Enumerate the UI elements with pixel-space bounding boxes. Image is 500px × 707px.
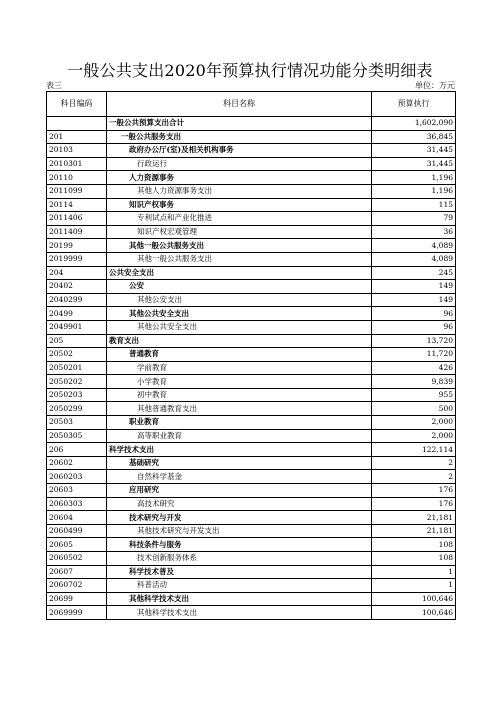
cell-amount: 108	[372, 552, 456, 566]
cell-name: 一般公共服务支出	[107, 130, 372, 144]
table-row	[47, 592, 456, 606]
table-row	[47, 293, 456, 307]
cell-name: 人力资源事务	[107, 171, 372, 185]
cell-name: 科学技术普及	[107, 565, 372, 579]
cell-amount: 122,114	[372, 443, 456, 457]
cell-code: 20110	[47, 171, 107, 185]
cell-code: 2011099	[47, 184, 107, 198]
cell-name: 其他技术研究与开发支出	[107, 524, 372, 538]
table-row	[47, 470, 456, 484]
table-row	[47, 429, 456, 443]
cell-name: 应用研究	[107, 484, 372, 498]
cell-code: 20602	[47, 456, 107, 470]
table-row	[47, 456, 456, 470]
table-row	[47, 212, 456, 226]
cell-code: 20502	[47, 348, 107, 362]
cell-name: 其他公共安全支出	[107, 307, 372, 321]
cell-code: 20402	[47, 280, 107, 294]
cell-name: 其他公共安全支出	[107, 320, 372, 334]
cell-name: 其他科学技术支出	[107, 606, 372, 620]
cell-code: 20604	[47, 511, 107, 525]
table-row	[47, 130, 456, 144]
table-meta	[46, 80, 455, 91]
cell-name: 政府办公厅(室)及相关机构事务	[107, 144, 372, 158]
header-code: 科目编码	[47, 92, 107, 117]
table-row	[47, 524, 456, 538]
cell-name: 技术研究与开发	[107, 511, 372, 525]
cell-amount: 176	[372, 484, 456, 498]
cell-code: 20499	[47, 307, 107, 321]
cell-name: 其他科学技术支出	[107, 592, 372, 606]
unit-label: 单位：万元	[415, 81, 455, 90]
cell-code: 2060502	[47, 552, 107, 566]
table-header-row	[47, 92, 456, 117]
page-title: 一般公共支出2020年预算执行情况功能分类明细表	[67, 61, 433, 80]
cell-code: 2060303	[47, 497, 107, 511]
cell-amount: 955	[372, 388, 456, 402]
table-row	[47, 348, 456, 362]
cell-amount: 21,181	[372, 511, 456, 525]
cell-amount: 31,445	[372, 157, 456, 171]
table-row	[47, 198, 456, 212]
table-row	[47, 375, 456, 389]
cell-amount: 1	[372, 579, 456, 593]
cell-name: 其他公安支出	[107, 293, 372, 307]
cell-amount: 2	[372, 470, 456, 484]
table-row	[47, 552, 456, 566]
cell-amount: 2,000	[372, 416, 456, 430]
cell-name: 其他一般公共服务支出	[107, 252, 372, 266]
cell-amount: 100,646	[372, 592, 456, 606]
cell-amount: 2	[372, 456, 456, 470]
table-row	[47, 538, 456, 552]
cell-amount: 21,181	[372, 524, 456, 538]
cell-name: 科技条件与服务	[107, 538, 372, 552]
table-body	[47, 117, 456, 620]
cell-code: 2060702	[47, 579, 107, 593]
table-row	[47, 511, 456, 525]
cell-amount: 96	[372, 320, 456, 334]
cell-code: 2050202	[47, 375, 107, 389]
cell-code: 2019999	[47, 252, 107, 266]
table-row	[47, 334, 456, 348]
cell-amount: 4,089	[372, 252, 456, 266]
table-row	[47, 252, 456, 266]
cell-code: 20503	[47, 416, 107, 430]
table-row	[47, 416, 456, 430]
cell-code: 206	[47, 443, 107, 457]
cell-code: 2060203	[47, 470, 107, 484]
cell-name: 公安	[107, 280, 372, 294]
cell-name: 学前教育	[107, 361, 372, 375]
cell-name: 教育支出	[107, 334, 372, 348]
cell-amount: 11,720	[372, 348, 456, 362]
cell-amount: 1,196	[372, 171, 456, 185]
cell-name: 行政运行	[107, 157, 372, 171]
cell-name: 一般公共预算支出合计	[107, 117, 372, 131]
table-row	[47, 484, 456, 498]
cell-name: 技术创新服务体系	[107, 552, 372, 566]
cell-amount: 149	[372, 280, 456, 294]
cell-name: 高等职业教育	[107, 429, 372, 443]
cell-amount: 115	[372, 198, 456, 212]
cell-amount: 1,602,090	[372, 117, 456, 131]
cell-amount: 245	[372, 266, 456, 280]
cell-code: 2010301	[47, 157, 107, 171]
cell-name: 普通教育	[107, 348, 372, 362]
cell-name: 其他人力资源事务支出	[107, 184, 372, 198]
cell-code: 2060499	[47, 524, 107, 538]
cell-code: 2011409	[47, 225, 107, 239]
cell-code: 205	[47, 334, 107, 348]
table-row	[47, 239, 456, 253]
cell-name: 知识产权事务	[107, 198, 372, 212]
cell-code: 2050201	[47, 361, 107, 375]
cell-amount: 96	[372, 307, 456, 321]
table-row	[47, 443, 456, 457]
table-row	[47, 117, 456, 131]
table-row	[47, 144, 456, 158]
table-row	[47, 606, 456, 620]
table-row	[47, 388, 456, 402]
cell-code: 2011406	[47, 212, 107, 226]
cell-amount: 36,845	[372, 130, 456, 144]
cell-name: 其他一般公共服务支出	[107, 239, 372, 253]
cell-amount: 2,000	[372, 429, 456, 443]
cell-name: 小学教育	[107, 375, 372, 389]
cell-code: 2050305	[47, 429, 107, 443]
cell-code: 20607	[47, 565, 107, 579]
cell-amount: 176	[372, 497, 456, 511]
cell-code: 2050299	[47, 402, 107, 416]
cell-code: 20114	[47, 198, 107, 212]
cell-code: 2050203	[47, 388, 107, 402]
cell-code: 20199	[47, 239, 107, 253]
cell-amount: 426	[372, 361, 456, 375]
cell-code: 20605	[47, 538, 107, 552]
header-amount: 预算执行	[372, 92, 456, 117]
cell-code: 2040299	[47, 293, 107, 307]
table-row	[47, 157, 456, 171]
table-row	[47, 579, 456, 593]
table-row	[47, 266, 456, 280]
table-row	[47, 307, 456, 321]
cell-amount: 9,839	[372, 375, 456, 389]
cell-amount: 36	[372, 225, 456, 239]
table-id: 表三	[46, 81, 62, 90]
cell-name: 其他普通教育支出	[107, 402, 372, 416]
cell-code	[47, 117, 107, 131]
cell-amount: 31,445	[372, 144, 456, 158]
table-row	[47, 280, 456, 294]
cell-name: 高技术研究	[107, 497, 372, 511]
table-row	[47, 565, 456, 579]
cell-name: 专利试点和产业化推进	[107, 212, 372, 226]
cell-name: 科学技术支出	[107, 443, 372, 457]
cell-amount: 79	[372, 212, 456, 226]
cell-amount: 1	[372, 565, 456, 579]
cell-code: 20103	[47, 144, 107, 158]
table-row	[47, 184, 456, 198]
table-row	[47, 497, 456, 511]
cell-amount: 13,720	[372, 334, 456, 348]
cell-name: 科普活动	[107, 579, 372, 593]
cell-name: 初中教育	[107, 388, 372, 402]
table-row	[47, 225, 456, 239]
cell-name: 职业教育	[107, 416, 372, 430]
cell-amount: 149	[372, 293, 456, 307]
header-name: 科目名称	[107, 92, 372, 117]
cell-code: 20603	[47, 484, 107, 498]
cell-code: 20699	[47, 592, 107, 606]
expenditure-table	[46, 91, 456, 620]
table-row	[47, 361, 456, 375]
cell-code: 201	[47, 130, 107, 144]
cell-amount: 108	[372, 538, 456, 552]
cell-amount: 500	[372, 402, 456, 416]
cell-name: 公共安全支出	[107, 266, 372, 280]
cell-amount: 4,089	[372, 239, 456, 253]
cell-code: 2049901	[47, 320, 107, 334]
cell-name: 基础研究	[107, 456, 372, 470]
cell-name: 知识产权宏观管理	[107, 225, 372, 239]
cell-amount: 100,646	[372, 606, 456, 620]
cell-code: 204	[47, 266, 107, 280]
table-row	[47, 402, 456, 416]
cell-code: 2069999	[47, 606, 107, 620]
cell-name: 自然科学基金	[107, 470, 372, 484]
table-row	[47, 171, 456, 185]
cell-amount: 1,196	[372, 184, 456, 198]
table-row	[47, 320, 456, 334]
